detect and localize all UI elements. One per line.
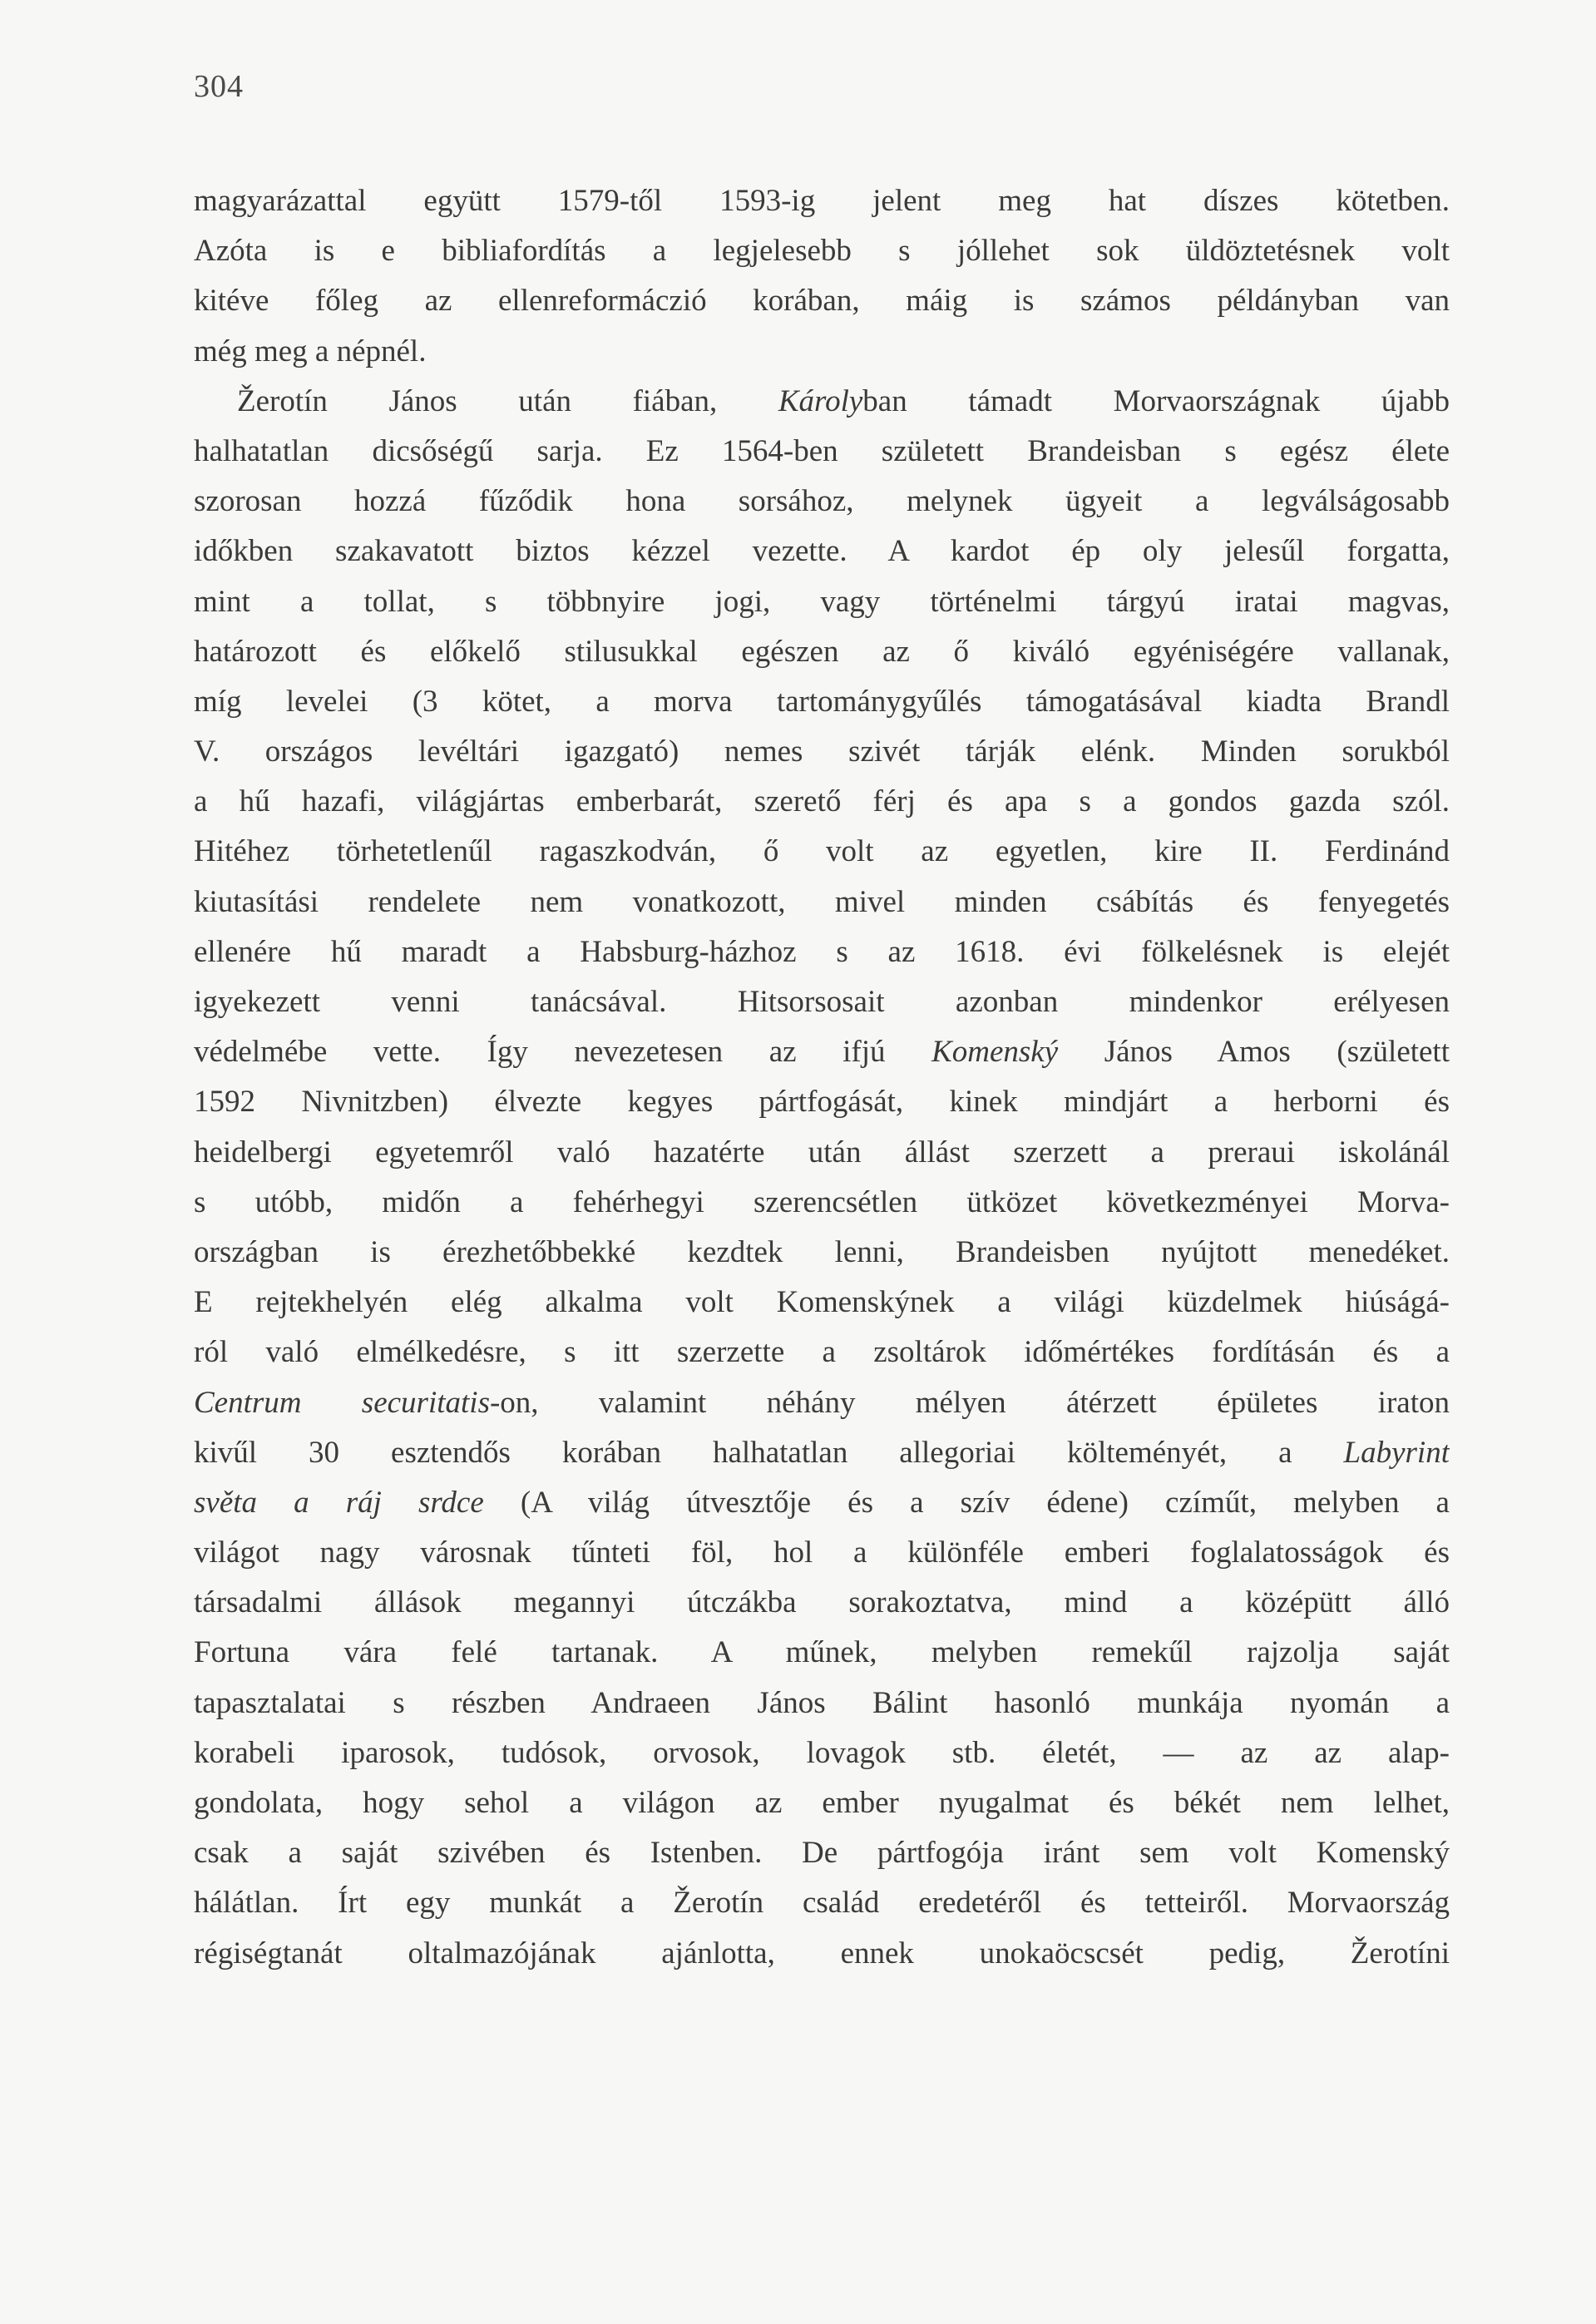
text-line xyxy=(194,327,1450,377)
text-line xyxy=(194,1679,1450,1728)
text-segment: Fortuna vára felé tartanak. A műnek, melyben remekűl rajzolja saját xyxy=(194,1635,1450,1670)
text-line xyxy=(194,878,1450,927)
text-line xyxy=(194,677,1450,727)
italic-title: Labyrint xyxy=(1343,1435,1450,1470)
italic-title: Komenský xyxy=(931,1035,1059,1070)
text-segment: E rejtekhelyén elég alkalma volt Komenskýnek a világi küzdelmek hiúságá- xyxy=(194,1285,1450,1320)
text-line xyxy=(194,1428,1450,1478)
text-segment: halhatatlan dicsőségű sarja. Ez 1564-ben született Brandeisban s egész élete xyxy=(194,433,1450,468)
text-segment: országban is érezhetőbbekké kezdtek lenni, Brandeisben nyújtott menedéket. xyxy=(194,1234,1450,1269)
text-line xyxy=(194,777,1450,827)
italic-title: světa a ráj srdce xyxy=(194,1485,484,1520)
text-segment: míg levelei (3 kötet, a morva tartománygyűlés támogatásával kiadta Brandl xyxy=(194,684,1450,719)
text-line xyxy=(194,1328,1450,1377)
text-line xyxy=(194,477,1450,527)
text-line xyxy=(194,1027,1450,1077)
text-segment: még meg a népnél. xyxy=(194,334,427,368)
text-segment: mint a tollat, s többnyire jogi, vagy történelmi tárgyú iratai magvas, xyxy=(194,584,1450,619)
text-line xyxy=(194,527,1450,576)
text-segment: kiutasítási rendelete nem vonatkozott, mivel minden csábítás és fenyegetés xyxy=(194,884,1450,919)
text-line xyxy=(194,1178,1450,1228)
text-segment: a hű hazafi, világjártas emberbarát, szerető férj és apa s a gondos gazda szól. xyxy=(194,784,1450,819)
text-line xyxy=(194,727,1450,777)
text-line xyxy=(194,1778,1450,1828)
text-segment: 1592 Nivnitzben) élvezte kegyes pártfogását, kinek mindjárt a herborni és xyxy=(194,1085,1450,1120)
text-segment: V. országos levéltári igazgató) nemes szivét tárják elénk. Minden sorukból xyxy=(194,734,1450,769)
text-line xyxy=(194,577,1450,627)
text-segment: régiségtanát oltalmazójának ajánlotta, ennek unokaöcscsét pedig, Žerotíni xyxy=(194,1936,1450,1970)
text-line xyxy=(194,927,1450,977)
body-text xyxy=(194,176,1450,1979)
text-segment: (A világ útvesztője és a szív édene) czíműt, melyben a xyxy=(483,1485,1450,1520)
text-line xyxy=(194,1728,1450,1778)
page-number: 304 xyxy=(194,69,244,104)
text-segment: időkben szakavatott biztos kézzel vezette. A kardot ép oly jelesűl forgatta, xyxy=(194,534,1450,569)
text-segment: heidelbergi egyetemről való hazatérte után állást szerzett a preraui iskolánál xyxy=(194,1135,1450,1169)
text-segment: világot nagy városnak tűnteti föl, hol a különféle emberi foglalatosságok és xyxy=(194,1535,1450,1570)
text-segment: Hitéhez törhetetlenűl ragaszkodván, ő volt az egyetlen, kire II. Ferdinánd xyxy=(194,834,1450,869)
text-segment: ban támadt Morvaországnak újabb xyxy=(862,383,1450,418)
text-line xyxy=(194,1878,1450,1928)
text-segment: magyarázattal együtt 1579-től 1593-ig jelent meg hat díszes kötetben. xyxy=(194,184,1450,218)
text-segment: szorosan hozzá fűződik hona sorsához, melynek ügyeit a legválságosabb xyxy=(194,484,1450,519)
text-line xyxy=(194,1128,1450,1178)
text-segment: ról való elmélkedésre, s itt szerzette a zsoltárok időmértékes fordításán és a xyxy=(194,1335,1450,1370)
text-line xyxy=(194,1478,1450,1528)
text-line xyxy=(194,1378,1450,1428)
text-segment: védelmébe vette. Így nevezetesen az ifjú xyxy=(194,1035,932,1070)
text-segment: igyekezett venni tanácsával. Hitsorsosait azonban mindenkor erélyesen xyxy=(194,985,1450,1019)
text-line xyxy=(194,427,1450,477)
text-segment: korabeli iparosok, tudósok, orvosok, lovagok stb. életét, — az az alap- xyxy=(194,1735,1450,1770)
text-segment: János Amos (született xyxy=(1058,1035,1450,1070)
text-segment: hálátlan. Írt egy munkát a Žerotín család eredetéről és tetteiről. Morvaország xyxy=(194,1886,1450,1921)
text-line xyxy=(194,276,1450,326)
text-line xyxy=(194,627,1450,677)
text-segment: -on, valamint néhány mélyen átérzett épületes iraton xyxy=(489,1385,1450,1420)
text-line xyxy=(194,1828,1450,1878)
text-line xyxy=(194,827,1450,877)
text-line xyxy=(194,226,1450,276)
text-segment: Azóta is e bibliafordítás a legjelesebb s jóllehet sok üldöztetésnek volt xyxy=(194,234,1450,269)
text-line xyxy=(194,1628,1450,1678)
text-line xyxy=(194,1228,1450,1278)
text-segment: határozott és előkelő stilusukkal egészen az ő kiváló egyéniségére vallanak, xyxy=(194,634,1450,669)
text-line xyxy=(194,1929,1450,1979)
italic-title: Károly xyxy=(778,383,863,418)
text-segment: kitéve főleg az ellenreformáczió korában, máig is számos példányban van xyxy=(194,284,1450,319)
text-line xyxy=(194,977,1450,1027)
text-line xyxy=(194,1578,1450,1628)
text-segment: társadalmi állások megannyi útczákba sorakoztatva, mind a középütt álló xyxy=(194,1585,1450,1620)
text-segment: kivűl 30 esztendős korában halhatatlan allegoriai költeményét, a xyxy=(194,1435,1344,1470)
text-segment: s utóbb, midőn a fehérhegyi szerencsétlen ütközet következményei Morva- xyxy=(194,1184,1450,1219)
text-segment: Žerotín János után fiában, xyxy=(237,383,778,418)
text-line xyxy=(194,176,1450,226)
text-line xyxy=(194,1278,1450,1328)
text-line xyxy=(194,377,1450,427)
italic-title: Centrum securitatis xyxy=(194,1385,490,1420)
text-segment: ellenére hű maradt a Habsburg-házhoz s az 1618. évi fölkelésnek is elejét xyxy=(194,934,1450,969)
text-line xyxy=(194,1528,1450,1578)
text-segment: gondolata, hogy sehol a világon az ember nyugalmat és békét nem lelhet, xyxy=(194,1786,1450,1820)
text-segment: tapasztalatai s részben Andraeen János Bálint hasonló munkája nyomán a xyxy=(194,1685,1450,1720)
text-line xyxy=(194,1077,1450,1127)
text-segment: csak a saját szivében és Istenben. De pártfogója iránt sem volt Komenský xyxy=(194,1836,1450,1871)
